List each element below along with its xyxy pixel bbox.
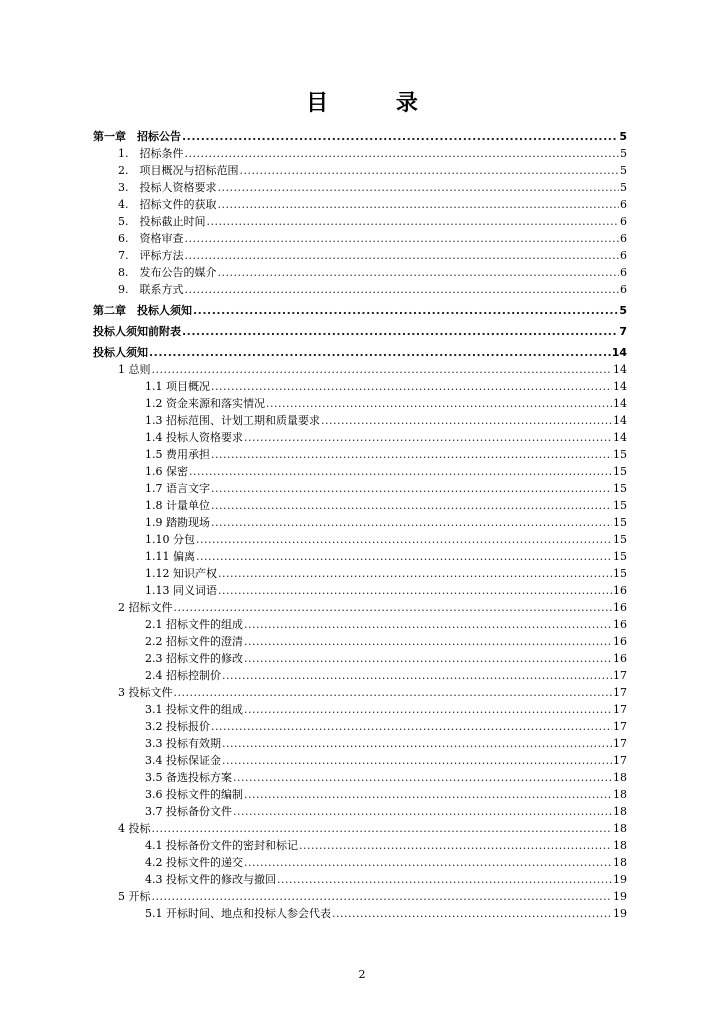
dot-leader — [182, 323, 618, 340]
toc-entry[interactable] — [93, 871, 627, 888]
toc-entry-label: 8. 发布公告的媒介 — [118, 266, 217, 279]
toc-title: 目 录 — [306, 90, 448, 116]
toc-entry[interactable] — [93, 480, 627, 497]
toc-entry-page: 16 — [613, 652, 627, 665]
toc-entry[interactable] — [93, 344, 627, 361]
toc-entry-label: 1.10 分包 — [145, 533, 195, 546]
toc-entry-label: 1.4 投标人资格要求 — [145, 431, 243, 444]
toc-entry-label: 1 总则 — [118, 363, 151, 376]
toc-entry-label: 5.1 开标时间、地点和投标人参会代表 — [145, 907, 331, 920]
dot-leader — [244, 633, 612, 650]
toc-entry[interactable] — [93, 905, 627, 922]
toc-entry-label: 投标人须知前附表 — [93, 325, 181, 338]
toc-entry[interactable] — [93, 650, 627, 667]
toc-entry[interactable] — [93, 264, 627, 281]
toc-entry[interactable] — [93, 718, 627, 735]
dot-leader — [222, 735, 612, 752]
toc-entry[interactable] — [93, 701, 627, 718]
dot-leader — [152, 888, 613, 905]
toc-entry[interactable] — [93, 213, 627, 230]
toc-entry-label: 3.7 投标备份文件 — [145, 805, 232, 818]
toc-entry-page: 16 — [613, 618, 627, 631]
toc-entry[interactable] — [93, 735, 627, 752]
dot-leader — [189, 463, 612, 480]
toc-entry-label: 4 投标 — [118, 822, 151, 835]
dot-leader — [211, 480, 612, 497]
toc-entry-label: 3.5 备选投标方案 — [145, 771, 232, 784]
toc-entry[interactable] — [93, 582, 627, 599]
dot-leader — [196, 531, 612, 548]
toc-entry[interactable] — [93, 230, 627, 247]
toc-entry[interactable] — [93, 769, 627, 786]
toc-entry[interactable] — [93, 412, 627, 429]
dot-leader — [233, 769, 612, 786]
toc-entry[interactable] — [93, 463, 627, 480]
toc-entry-label: 3 投标文件 — [118, 686, 173, 699]
toc-entry[interactable] — [93, 599, 627, 616]
toc-entry-label: 2. 项目概况与招标范围 — [118, 164, 239, 177]
toc-entry-page: 14 — [613, 380, 627, 393]
toc-entry-page: 5 — [619, 130, 627, 143]
toc-entry[interactable] — [93, 395, 627, 412]
dot-leader — [211, 378, 612, 395]
toc-entry-page: 15 — [613, 499, 627, 512]
dot-leader — [277, 871, 612, 888]
toc-entry[interactable] — [93, 684, 627, 701]
toc-entry-page: 6 — [620, 266, 627, 279]
toc-entry-page: 5 — [620, 147, 627, 160]
toc-entry-page: 7 — [619, 325, 627, 338]
toc-entry-label: 3.4 投标保证金 — [145, 754, 221, 767]
toc-entry-page: 5 — [620, 164, 627, 177]
toc-entry[interactable] — [93, 803, 627, 820]
toc-entry-page: 6 — [620, 215, 627, 228]
dot-leader — [185, 281, 620, 298]
toc-entry[interactable] — [93, 378, 627, 395]
toc-entry-label: 7. 评标方法 — [118, 249, 184, 262]
toc-entry-page: 18 — [613, 805, 627, 818]
toc-entry-page: 18 — [613, 771, 627, 784]
dot-leader — [299, 837, 612, 854]
toc-entry[interactable] — [93, 888, 627, 905]
dot-leader — [244, 650, 612, 667]
dot-leader — [211, 514, 612, 531]
toc-entry-label: 第二章 投标人须知 — [93, 304, 192, 317]
dot-leader — [182, 128, 618, 145]
toc-entry-page: 6 — [620, 198, 627, 211]
toc-entry-page: 15 — [613, 482, 627, 495]
toc-entry-label: 2.3 招标文件的修改 — [145, 652, 243, 665]
toc-entry-label: 1.13 同义词语 — [145, 584, 217, 597]
toc-entry-page: 17 — [613, 754, 627, 767]
toc-entry[interactable] — [93, 531, 627, 548]
toc-entry[interactable] — [93, 497, 627, 514]
dot-leader — [218, 179, 620, 196]
toc-entry[interactable] — [93, 837, 627, 854]
toc-entry[interactable] — [93, 548, 627, 565]
dot-leader — [266, 395, 612, 412]
toc-entry-page: 14 — [613, 414, 627, 427]
toc-entry-label: 1.5 费用承担 — [145, 448, 210, 461]
toc-entry-page: 17 — [613, 686, 627, 699]
toc-entry[interactable] — [93, 361, 627, 378]
toc-entry-label: 4. 招标文件的获取 — [118, 198, 217, 211]
toc-entry-page: 17 — [613, 669, 627, 682]
toc-entry[interactable] — [93, 854, 627, 871]
toc-entry[interactable] — [93, 667, 627, 684]
toc-entry-page: 5 — [620, 181, 627, 194]
toc-entry[interactable] — [93, 514, 627, 531]
dot-leader — [218, 196, 620, 213]
dot-leader — [152, 361, 613, 378]
toc-entry-label: 1.9 踏勘现场 — [145, 516, 210, 529]
toc-entry[interactable] — [93, 323, 627, 340]
toc-entry[interactable] — [93, 565, 627, 582]
dot-leader — [233, 803, 612, 820]
dot-leader — [211, 446, 612, 463]
toc-entry-label: 2 招标文件 — [118, 601, 173, 614]
dot-leader — [211, 497, 612, 514]
toc-entry-label: 4.2 投标文件的递交 — [145, 856, 243, 869]
dot-leader — [321, 412, 612, 429]
dot-leader — [185, 145, 620, 162]
toc-entry[interactable] — [93, 179, 627, 196]
dot-leader — [149, 344, 611, 361]
dot-leader — [218, 264, 620, 281]
dot-leader — [218, 582, 612, 599]
toc-entry-label: 3.1 投标文件的组成 — [145, 703, 243, 716]
toc-entry-label: 1.7 语言文字 — [145, 482, 210, 495]
dot-leader — [222, 752, 612, 769]
toc-entry[interactable] — [93, 633, 627, 650]
dot-leader — [174, 599, 613, 616]
dot-leader — [244, 701, 612, 718]
toc-entry-page: 6 — [620, 249, 627, 262]
toc-entry-page: 19 — [613, 873, 627, 886]
dot-leader — [193, 302, 618, 319]
toc-entry[interactable] — [93, 429, 627, 446]
toc-entry-page: 18 — [613, 839, 627, 852]
toc-entry-page: 15 — [613, 516, 627, 529]
toc-entry[interactable] — [93, 820, 627, 837]
toc-entry-page: 19 — [613, 890, 627, 903]
toc-entry-page: 17 — [613, 720, 627, 733]
toc-entry-label: 1. 招标条件 — [118, 147, 184, 160]
toc-entry-page: 15 — [613, 550, 627, 563]
toc-entry-label: 3. 投标人资格要求 — [118, 181, 217, 194]
toc-entry-page: 6 — [620, 232, 627, 245]
toc-entry-page: 15 — [613, 533, 627, 546]
toc-entry-page: 18 — [613, 822, 627, 835]
toc-entry-label: 1.11 偏离 — [145, 550, 195, 563]
toc-entry[interactable] — [93, 162, 627, 179]
toc-entry-label: 5 开标 — [118, 890, 151, 903]
dot-leader — [196, 548, 612, 565]
toc-entry-label: 6. 资格审查 — [118, 232, 184, 245]
toc-entry[interactable] — [93, 616, 627, 633]
toc-entry-label: 3.3 投标有效期 — [145, 737, 221, 750]
toc-entry-label: 2.2 招标文件的澄清 — [145, 635, 243, 648]
toc-entry-page: 16 — [613, 635, 627, 648]
toc-entry[interactable] — [93, 145, 627, 162]
dot-leader — [211, 718, 612, 735]
dot-leader — [332, 905, 612, 922]
toc-entry-page: 16 — [613, 584, 627, 597]
toc-entry-page: 16 — [613, 601, 627, 614]
toc-entry-page: 15 — [613, 567, 627, 580]
page-number: 2 — [358, 968, 366, 981]
toc-entry-label: 3.2 投标报价 — [145, 720, 210, 733]
dot-leader — [244, 854, 612, 871]
toc-entry-page: 18 — [613, 788, 627, 801]
toc-entry-page: 5 — [619, 304, 627, 317]
dot-leader — [185, 247, 620, 264]
toc-entry[interactable] — [93, 281, 627, 298]
toc-entry-label: 5. 投标截止时间 — [118, 215, 206, 228]
dot-leader — [185, 230, 620, 247]
toc-entry-page: 14 — [611, 346, 627, 359]
toc-entry-label: 1.3 招标范围、计划工期和质量要求 — [145, 414, 320, 427]
toc-entry[interactable] — [93, 446, 627, 463]
toc-entry-label: 第一章 招标公告 — [93, 130, 181, 143]
toc-entry-label: 1.2 资金来源和落实情况 — [145, 397, 265, 410]
table-of-contents — [93, 128, 627, 922]
dot-leader — [222, 667, 612, 684]
dot-leader — [174, 684, 613, 701]
toc-entry-page: 17 — [613, 703, 627, 716]
dot-leader — [240, 162, 620, 179]
toc-entry-label: 9. 联系方式 — [118, 283, 184, 296]
toc-entry-page: 15 — [613, 448, 627, 461]
toc-entry[interactable] — [93, 302, 627, 319]
toc-entry-label: 1.12 知识产权 — [145, 567, 217, 580]
toc-entry-page: 14 — [613, 363, 627, 376]
toc-entry-label: 3.6 投标文件的编制 — [145, 788, 243, 801]
dot-leader — [244, 429, 612, 446]
toc-entry-page: 14 — [613, 431, 627, 444]
dot-leader — [244, 616, 612, 633]
dot-leader — [152, 820, 613, 837]
toc-entry[interactable] — [93, 128, 627, 145]
toc-entry-page: 18 — [613, 856, 627, 869]
toc-entry-label: 投标人须知 — [93, 346, 148, 359]
toc-entry-page: 14 — [613, 397, 627, 410]
toc-entry-page: 19 — [613, 907, 627, 920]
toc-entry-label: 2.4 招标控制价 — [145, 669, 221, 682]
toc-entry-page: 17 — [613, 737, 627, 750]
toc-entry-page: 6 — [620, 283, 627, 296]
toc-entry-label: 4.1 投标备份文件的密封和标记 — [145, 839, 298, 852]
toc-entry-label: 4.3 投标文件的修改与撤回 — [145, 873, 276, 886]
toc-entry[interactable] — [93, 786, 627, 803]
toc-entry[interactable] — [93, 752, 627, 769]
toc-entry-label: 1.6 保密 — [145, 465, 188, 478]
dot-leader — [244, 786, 612, 803]
toc-entry[interactable] — [93, 196, 627, 213]
dot-leader — [218, 565, 612, 582]
toc-entry-page: 15 — [613, 465, 627, 478]
dot-leader — [207, 213, 620, 230]
toc-entry-label: 1.8 计量单位 — [145, 499, 210, 512]
toc-entry-label: 1.1 项目概况 — [145, 380, 210, 393]
toc-entry[interactable] — [93, 247, 627, 264]
toc-entry-label: 2.1 招标文件的组成 — [145, 618, 243, 631]
